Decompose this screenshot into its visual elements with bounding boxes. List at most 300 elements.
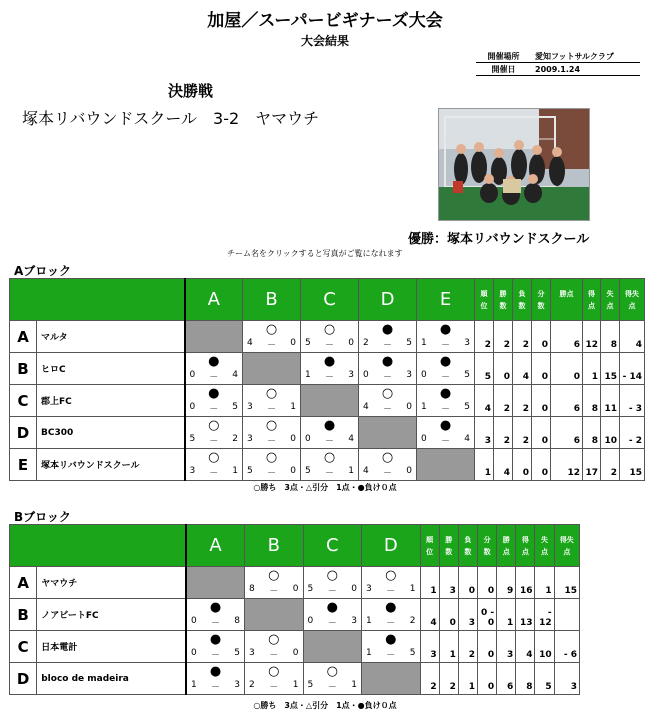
stat-value: 2 bbox=[420, 663, 439, 695]
score-part: 0 bbox=[290, 434, 296, 444]
stat-value: 4 bbox=[513, 353, 532, 385]
stat-header bbox=[458, 525, 477, 567]
match-cell bbox=[362, 567, 421, 599]
stat-value: - 6 bbox=[554, 631, 579, 663]
stat-value: 15 bbox=[620, 449, 645, 481]
score-part: 0 bbox=[363, 370, 369, 380]
win-mark-icon: ○ bbox=[385, 568, 397, 583]
self-match-cell bbox=[417, 449, 475, 481]
loss-mark-icon: ● bbox=[439, 354, 452, 369]
match-cell bbox=[243, 385, 301, 417]
team-name-link[interactable]: 郡上FC bbox=[37, 385, 185, 417]
score-part: － bbox=[269, 651, 279, 661]
stat-header-bottom: 点 bbox=[588, 301, 595, 310]
team-row bbox=[10, 599, 580, 631]
score-part: 0 bbox=[307, 616, 314, 626]
win-mark-icon: ○ bbox=[381, 450, 394, 465]
score-part: 4 bbox=[247, 338, 253, 348]
score-part: 0 bbox=[189, 402, 196, 412]
team-letter: D bbox=[10, 663, 37, 695]
team-row bbox=[10, 663, 580, 695]
score-part: － bbox=[327, 619, 337, 629]
stat-header bbox=[513, 279, 532, 321]
stat-header bbox=[535, 525, 554, 567]
stat-header-bottom: 点 bbox=[563, 547, 571, 556]
self-match-cell bbox=[245, 599, 304, 631]
page-subtitle: 大会結果 bbox=[300, 34, 349, 48]
score-part: 5 bbox=[464, 402, 470, 412]
match-cell bbox=[362, 599, 421, 631]
stat-header-bottom: 点 bbox=[521, 547, 529, 556]
stat-value: 11 bbox=[601, 385, 620, 417]
score-part: 0 bbox=[348, 338, 354, 348]
match-score bbox=[301, 466, 358, 479]
win-mark-icon: ○ bbox=[326, 664, 338, 679]
score-part: 8 bbox=[249, 584, 255, 594]
stat-value: 2 bbox=[513, 385, 532, 417]
stat-value: 4 bbox=[420, 599, 439, 631]
stat-value: 0 bbox=[513, 449, 532, 481]
score-part: 5 bbox=[247, 466, 253, 476]
match-cell bbox=[185, 417, 243, 449]
header-letter-a: A bbox=[185, 279, 243, 321]
team-letter: A bbox=[10, 321, 37, 353]
win-mark-icon: ○ bbox=[208, 418, 220, 433]
match-score bbox=[243, 338, 300, 351]
match-score bbox=[186, 370, 243, 383]
stat-header-top: 勝 bbox=[445, 535, 453, 544]
match-cell bbox=[245, 663, 304, 695]
team-letter: A bbox=[10, 567, 37, 599]
match-cell bbox=[245, 567, 304, 599]
stat-header-top: 勝 bbox=[499, 289, 507, 298]
score-part: 2 bbox=[249, 680, 255, 690]
stat-value: 15 bbox=[601, 353, 620, 385]
score-part: 5 bbox=[307, 584, 314, 594]
team-name-link[interactable]: ノアビートFC bbox=[37, 599, 186, 631]
score-part: － bbox=[211, 651, 221, 661]
match-cell bbox=[303, 567, 362, 599]
win-mark-icon: ○ bbox=[268, 568, 280, 583]
match-cell bbox=[243, 417, 301, 449]
loss-mark-icon: ● bbox=[439, 386, 452, 401]
match-cell bbox=[303, 663, 362, 695]
score-part: 4 bbox=[232, 370, 238, 380]
stat-value: 1 bbox=[535, 567, 554, 599]
stat-value: 6 bbox=[551, 321, 583, 353]
team-letter: B bbox=[10, 353, 37, 385]
stat-header bbox=[497, 525, 516, 567]
match-cell bbox=[301, 417, 359, 449]
score-part: 2 bbox=[232, 434, 238, 444]
stat-value: 1 bbox=[458, 663, 477, 695]
stat-value: 12 bbox=[551, 449, 583, 481]
venue-info bbox=[476, 50, 640, 76]
stat-value: 0 bbox=[532, 321, 551, 353]
match-cell bbox=[185, 385, 243, 417]
match-score bbox=[245, 680, 303, 693]
stat-value: - 3 bbox=[620, 385, 645, 417]
stat-value: 8 bbox=[583, 417, 601, 449]
score-part: － bbox=[211, 683, 221, 693]
loss-mark-icon: ● bbox=[439, 322, 452, 337]
stat-value: 3 bbox=[475, 417, 494, 449]
header-letter-e: E bbox=[417, 279, 475, 321]
stat-header-bottom bbox=[551, 300, 582, 312]
stat-header-bottom: 数 bbox=[445, 547, 453, 556]
team-name-link[interactable]: マルタ bbox=[37, 321, 185, 353]
score-part: 5 bbox=[234, 648, 241, 658]
self-match-cell bbox=[186, 567, 245, 599]
team-name-link[interactable]: ヒロC bbox=[37, 353, 185, 385]
block-a-legend: ○勝ち 3点・△引分 1点・●負け０点 bbox=[253, 483, 397, 492]
stat-value: 2 bbox=[494, 321, 513, 353]
venue-label: 開催場所 bbox=[487, 51, 520, 61]
stat-header-top: 分 bbox=[483, 535, 491, 544]
stat-value: 8 bbox=[601, 321, 620, 353]
score-part: 2 bbox=[363, 338, 369, 348]
stat-value: 12 bbox=[583, 321, 601, 353]
match-score bbox=[362, 616, 420, 629]
stat-value: - 14 bbox=[620, 353, 645, 385]
team-photo-image bbox=[439, 109, 590, 221]
score-part: － bbox=[266, 437, 276, 447]
loss-mark-icon: ● bbox=[381, 322, 394, 337]
score-part: 0 bbox=[421, 370, 427, 380]
header-letter-b: B bbox=[243, 279, 301, 321]
stat-header-bottom: 点 bbox=[628, 301, 636, 310]
score-part: 5 bbox=[305, 466, 311, 476]
score-part: 5 bbox=[464, 370, 470, 380]
loss-mark-icon: ● bbox=[208, 354, 220, 369]
loss-mark-icon: ● bbox=[385, 632, 397, 647]
team-name-link[interactable]: ヤマウチ bbox=[37, 567, 186, 599]
self-match-cell bbox=[303, 631, 362, 663]
stat-header-bottom: 点 bbox=[606, 301, 614, 310]
stat-header bbox=[601, 279, 620, 321]
stat-value: 3 bbox=[439, 567, 458, 599]
match-cell bbox=[362, 631, 421, 663]
score-part: － bbox=[386, 587, 396, 597]
score-part: － bbox=[266, 469, 276, 479]
stat-header-top: 失 bbox=[606, 289, 614, 298]
stat-value: 1 bbox=[497, 599, 516, 631]
stat-header bbox=[494, 279, 513, 321]
stat-header-top: 勝点 bbox=[559, 289, 574, 298]
score-part: － bbox=[209, 405, 219, 415]
loss-mark-icon: ● bbox=[209, 600, 222, 615]
score-part: 4 bbox=[348, 434, 354, 444]
stat-value: 0 bbox=[551, 353, 583, 385]
team-row bbox=[10, 567, 580, 599]
score-part: 5 bbox=[189, 434, 196, 444]
win-mark-icon: ○ bbox=[265, 386, 278, 401]
score-part: 1 bbox=[348, 466, 354, 476]
stat-header-top: 得失 bbox=[625, 289, 639, 298]
match-score bbox=[362, 648, 420, 661]
score-part: 1 bbox=[232, 466, 238, 476]
team-row bbox=[10, 449, 645, 481]
winner-text: 優勝：塚本リバウンドスクール bbox=[408, 232, 590, 247]
stat-value: 0 bbox=[532, 417, 551, 449]
score-part: 1 bbox=[292, 680, 299, 690]
score-part: 2 bbox=[409, 616, 416, 626]
loss-mark-icon: ● bbox=[439, 418, 452, 433]
stat-value: 2 bbox=[513, 321, 532, 353]
score-part: 1 bbox=[351, 680, 358, 690]
stat-header-top: 分 bbox=[537, 289, 545, 298]
match-cell bbox=[301, 449, 359, 481]
score-part: 0 bbox=[406, 466, 412, 476]
stat-header bbox=[439, 525, 458, 567]
stat-value: 4 bbox=[494, 449, 513, 481]
final-label: 決勝戦 bbox=[168, 82, 214, 100]
header-letter-d: D bbox=[362, 525, 421, 567]
stat-header bbox=[478, 525, 497, 567]
score-part: 3 bbox=[247, 402, 253, 412]
win-mark-icon: ○ bbox=[268, 632, 280, 647]
score-part: － bbox=[324, 437, 334, 447]
stat-header bbox=[554, 525, 579, 567]
stat-header-top: 順 bbox=[480, 289, 488, 298]
stat-header bbox=[551, 279, 583, 321]
stat-value: - 2 bbox=[620, 417, 645, 449]
team-letter: B bbox=[10, 599, 37, 631]
score-part: 5 bbox=[305, 338, 311, 348]
match-score bbox=[304, 584, 362, 597]
match-score bbox=[243, 466, 300, 479]
stat-value: 0 bbox=[478, 631, 497, 663]
loss-mark-icon: ● bbox=[381, 354, 394, 369]
match-cell bbox=[243, 321, 301, 353]
final-result: 塚本リバウンドスクール 3-2 ヤマウチ bbox=[22, 109, 320, 128]
score-part: 3 bbox=[348, 370, 354, 380]
stat-header-top: 負 bbox=[464, 535, 472, 544]
date-label: 開催日 bbox=[491, 64, 516, 74]
stat-header bbox=[532, 279, 551, 321]
score-part: 0 bbox=[290, 466, 296, 476]
stat-value: 5 bbox=[535, 663, 554, 695]
match-cell bbox=[359, 353, 417, 385]
match-score bbox=[304, 680, 362, 693]
score-part: － bbox=[440, 437, 450, 447]
score-part: － bbox=[382, 341, 392, 351]
win-mark-icon: ○ bbox=[326, 568, 338, 583]
stat-header-bottom: 数 bbox=[464, 547, 472, 556]
score-part: 3 bbox=[189, 466, 196, 476]
stat-value: 3 bbox=[458, 599, 477, 631]
match-score bbox=[417, 434, 474, 447]
stat-value: 0 bbox=[532, 385, 551, 417]
score-part: 3 bbox=[406, 370, 412, 380]
score-part: 0 bbox=[406, 402, 412, 412]
win-mark-icon: ○ bbox=[268, 664, 280, 679]
stat-value: 6 bbox=[497, 663, 516, 695]
score-part: － bbox=[209, 469, 219, 479]
match-score bbox=[359, 402, 416, 415]
score-part: － bbox=[440, 341, 450, 351]
stat-header-bottom: 数 bbox=[499, 301, 507, 310]
team-row bbox=[10, 385, 645, 417]
stat-value: 0 bbox=[478, 663, 497, 695]
match-cell bbox=[185, 449, 243, 481]
stat-value: 15 bbox=[554, 567, 579, 599]
score-part: － bbox=[209, 437, 219, 447]
stat-value: 10 bbox=[601, 417, 620, 449]
win-mark-icon: ○ bbox=[323, 322, 336, 337]
stat-value: - 12 bbox=[535, 599, 554, 631]
team-letter: D bbox=[10, 417, 37, 449]
venue-value: 愛知フットサルクラブ bbox=[535, 51, 614, 61]
match-cell bbox=[417, 417, 475, 449]
stat-value: 2 bbox=[601, 449, 620, 481]
loss-mark-icon: ● bbox=[208, 386, 220, 401]
block-b-table bbox=[9, 524, 580, 695]
stat-value: 4 bbox=[516, 631, 535, 663]
score-part: 5 bbox=[409, 648, 416, 658]
loss-mark-icon: ● bbox=[323, 418, 336, 433]
stat-header-top: 負 bbox=[518, 289, 526, 298]
score-part: － bbox=[327, 683, 337, 693]
header-corner bbox=[10, 525, 187, 567]
score-part: 1 bbox=[305, 370, 311, 380]
team-name-link[interactable]: 日本電計 bbox=[37, 631, 186, 663]
score-part: 0 bbox=[351, 584, 358, 594]
score-part: 5 bbox=[232, 402, 238, 412]
stat-header bbox=[516, 525, 535, 567]
score-part: 1 bbox=[409, 584, 416, 594]
score-part: 3 bbox=[366, 584, 372, 594]
stat-value: 0 bbox=[532, 449, 551, 481]
stat-value: 2 bbox=[458, 631, 477, 663]
stat-value: 5 bbox=[475, 353, 494, 385]
score-part: － bbox=[386, 619, 396, 629]
win-mark-icon: ○ bbox=[265, 322, 278, 337]
stat-value: 0 bbox=[458, 567, 477, 599]
stat-header bbox=[420, 525, 439, 567]
match-cell bbox=[359, 321, 417, 353]
stat-value bbox=[554, 599, 579, 631]
score-part: － bbox=[211, 619, 221, 629]
match-cell bbox=[359, 385, 417, 417]
score-part: － bbox=[382, 469, 392, 479]
score-part: － bbox=[324, 469, 334, 479]
stat-value: 2 bbox=[494, 417, 513, 449]
stat-header-top: 得 bbox=[521, 535, 529, 544]
score-part: 8 bbox=[234, 616, 241, 626]
stat-header-bottom: 数 bbox=[518, 301, 526, 310]
header-letter-b: B bbox=[245, 525, 304, 567]
win-mark-icon: ○ bbox=[208, 450, 220, 465]
match-score bbox=[359, 466, 416, 479]
stat-header-bottom: 数 bbox=[537, 301, 545, 310]
header-letter-c: C bbox=[301, 279, 359, 321]
score-part: － bbox=[209, 373, 219, 383]
stat-value: 6 bbox=[551, 417, 583, 449]
score-part: － bbox=[324, 341, 334, 351]
loss-mark-icon: ● bbox=[209, 664, 222, 679]
stat-value: 2 bbox=[475, 321, 494, 353]
stat-value: 0 bbox=[478, 567, 497, 599]
match-score bbox=[417, 370, 474, 383]
stat-value: 10 bbox=[535, 631, 554, 663]
score-part: 1 bbox=[366, 616, 372, 626]
header-corner bbox=[10, 279, 185, 321]
score-part: 5 bbox=[406, 338, 412, 348]
match-score bbox=[304, 616, 362, 629]
score-part: 5 bbox=[307, 680, 314, 690]
score-part: 1 bbox=[421, 402, 427, 412]
team-row bbox=[10, 631, 580, 663]
match-cell bbox=[186, 663, 245, 695]
match-score bbox=[359, 338, 416, 351]
self-match-cell bbox=[359, 417, 417, 449]
match-score bbox=[186, 434, 243, 447]
stat-header bbox=[620, 279, 645, 321]
score-part: 0 bbox=[290, 338, 296, 348]
match-score bbox=[243, 434, 300, 447]
match-cell bbox=[243, 449, 301, 481]
win-mark-icon: ○ bbox=[323, 450, 336, 465]
score-part: － bbox=[269, 683, 279, 693]
header-row bbox=[10, 525, 580, 567]
stat-value: 1 bbox=[475, 449, 494, 481]
match-cell bbox=[417, 353, 475, 385]
score-part: － bbox=[324, 373, 334, 383]
stat-header-top: 順 bbox=[426, 535, 434, 544]
team-name-link[interactable]: bloco de madeira bbox=[37, 663, 186, 695]
match-cell bbox=[301, 321, 359, 353]
header-letter-d: D bbox=[359, 279, 417, 321]
stat-value: 3 bbox=[497, 631, 516, 663]
score-part: 1 bbox=[290, 402, 296, 412]
score-part: 1 bbox=[366, 648, 372, 658]
stat-value: 3 bbox=[554, 663, 579, 695]
loss-mark-icon: ● bbox=[209, 632, 222, 647]
match-score bbox=[301, 370, 358, 383]
score-part: － bbox=[266, 341, 276, 351]
page-title: 加屋／スーパービギナーズ大会 bbox=[207, 11, 443, 31]
score-part: － bbox=[266, 405, 276, 415]
score-part: 3 bbox=[234, 680, 241, 690]
score-part: 1 bbox=[191, 680, 197, 690]
score-part: 3 bbox=[351, 616, 358, 626]
match-cell bbox=[417, 385, 475, 417]
match-cell bbox=[186, 631, 245, 663]
match-score bbox=[245, 648, 303, 661]
match-score bbox=[186, 402, 243, 415]
block-a-table bbox=[9, 278, 645, 481]
stat-value: 0 - 0 bbox=[478, 599, 497, 631]
match-score bbox=[187, 680, 244, 693]
score-part: 0 bbox=[305, 434, 311, 444]
winner-photo[interactable] bbox=[438, 108, 590, 221]
match-score bbox=[187, 616, 244, 629]
stat-header-top: 得失 bbox=[559, 535, 574, 544]
match-score bbox=[187, 648, 244, 661]
team-name-link[interactable]: 塚本リバウンドスクール bbox=[37, 449, 185, 481]
stat-value: 0 bbox=[439, 599, 458, 631]
stat-header-top: 失 bbox=[541, 535, 549, 544]
stat-value: 0 bbox=[494, 353, 513, 385]
team-name-link[interactable]: BC300 bbox=[37, 417, 185, 449]
stat-header bbox=[475, 279, 494, 321]
score-part: 0 bbox=[292, 648, 299, 658]
stat-value: 4 bbox=[620, 321, 645, 353]
stat-header-bottom: 位 bbox=[426, 547, 434, 556]
header-row bbox=[10, 279, 645, 321]
click-note: チーム名をクリックすると写真がご覧になれます bbox=[227, 249, 403, 258]
